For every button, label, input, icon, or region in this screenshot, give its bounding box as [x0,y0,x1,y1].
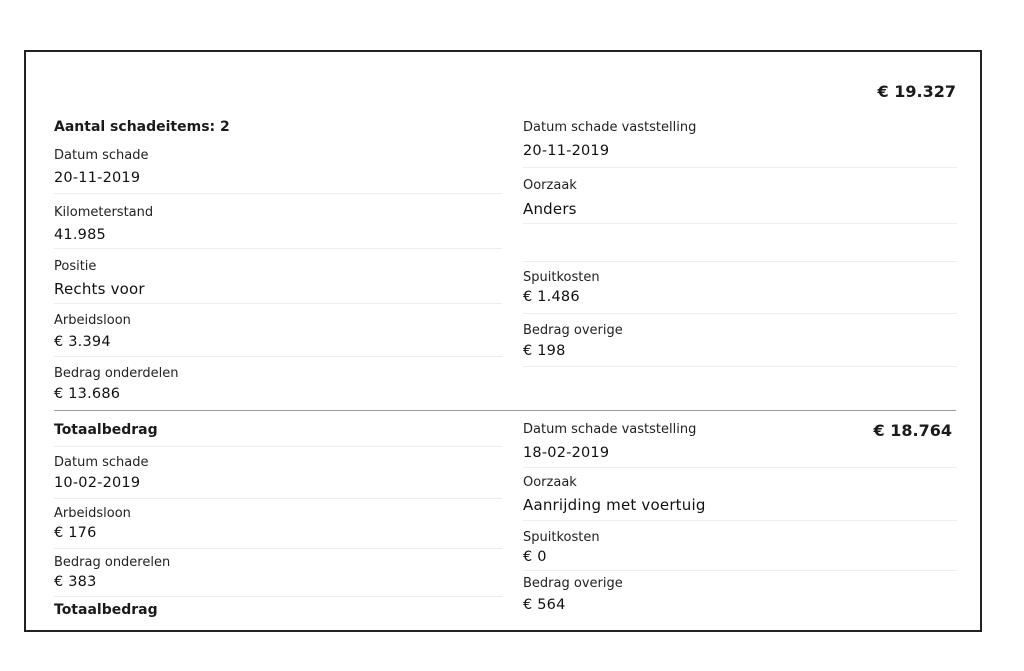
row-divider [54,356,502,357]
claim1-cause-label: Oorzaak [523,178,577,193]
claim1-damage-date-value: 20-11-2019 [54,170,141,186]
row-divider [54,498,502,499]
claim1-assessment-date-value: 20-11-2019 [523,143,610,159]
claim2-other-amount-value: € 564 [523,597,566,613]
damage-report-panel [24,50,982,632]
claim1-cause-value: Anders [523,200,577,218]
claim2-paint-costs-label: Spuitkosten [523,530,600,545]
row-divider [523,167,957,168]
claim2-paint-costs-value: € 0 [523,549,547,565]
row-divider [54,248,502,249]
claim1-parts-value: € 13.686 [54,386,121,402]
row-divider [523,313,957,314]
claim2-footer-total-label: Totaalbedrag [54,602,158,618]
claim2-damage-date-value: 10-02-2019 [54,475,141,491]
claim1-total-amount: € 19.327 [877,82,956,101]
claim1-labor-value: € 3.394 [54,334,111,350]
claim2-parts-label: Bedrag onderelen [54,555,171,570]
row-divider [54,548,502,549]
claim2-labor-value: € 176 [54,525,97,541]
claim1-position-label: Positie [54,259,97,274]
claim1-paint-costs-value: € 1.486 [523,289,580,305]
claim1-damage-date-label: Datum schade [54,148,149,163]
row-divider [54,446,502,447]
claim1-parts-label: Bedrag onderdelen [54,366,179,381]
claim1-assessment-date-label: Datum schade vaststelling [523,120,697,135]
section-divider [54,410,956,411]
claim2-cause-value: Aanrijding met voertuig [523,496,706,514]
row-divider [54,193,502,194]
claim1-other-amount-value: € 198 [523,343,566,359]
row-divider [523,570,957,571]
claim1-mileage-value: 41.985 [54,227,106,243]
claim2-parts-value: € 383 [54,574,97,590]
row-divider [54,596,502,597]
claim1-mileage-label: Kilometerstand [54,205,154,220]
claim1-other-amount-label: Bedrag overige [523,323,623,338]
row-divider [523,261,957,262]
claim1-labor-label: Arbeidsloon [54,313,131,328]
claim2-other-amount-label: Bedrag overige [523,576,623,591]
row-divider [54,303,502,304]
claim1-paint-costs-label: Spuitkosten [523,270,600,285]
claim1-items-count: Aantal schadeitems: 2 [54,119,230,135]
row-divider [523,520,957,521]
claim2-cause-label: Oorzaak [523,475,577,490]
claim2-labor-label: Arbeidsloon [54,506,131,521]
claim2-assessment-date-label: Datum schade vaststelling [523,422,697,437]
claim1-position-value: Rechts voor [54,280,145,298]
row-divider [523,366,957,367]
row-divider [523,467,957,468]
claim2-assessment-date-value: 18-02-2019 [523,445,610,461]
claim2-total-amount: € 18.764 [873,421,952,440]
claim2-damage-date-label: Datum schade [54,455,149,470]
claim2-total-label: Totaalbedrag [54,422,158,438]
row-divider [523,223,957,224]
